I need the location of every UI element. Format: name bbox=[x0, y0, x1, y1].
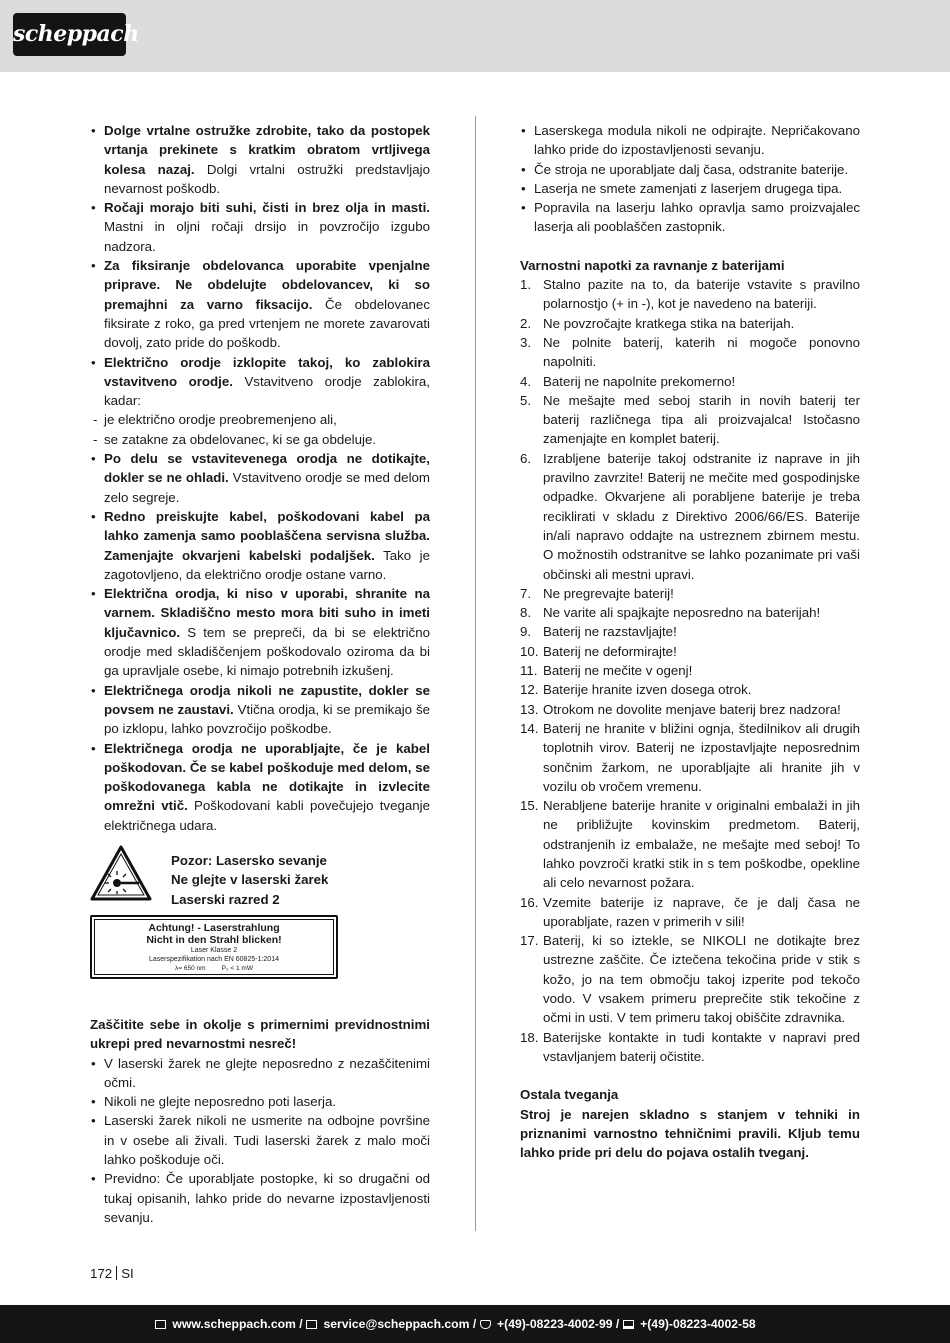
safety-bullet-list bbox=[90, 121, 430, 410]
list-item: • Previdno: Če uporabljate postopke, ki so drugačni od tukaj opisanih, lahko pride do nevarne izpostavljenosti sevanju. bbox=[90, 1169, 430, 1227]
list-item: • Dolge vrtalne ostružke zdrobite, tako da postopek vrtanja prekinete s kratkim obratom vrtljivega kolesa nazaj. Dolgi vrtalni ostružki predstavljajo nevarnost poškodb. bbox=[90, 121, 430, 198]
list-item: • Električnega orodja nikoli ne zapustite, dokler se povsem ne zaustavi. Vtična orodja, ki se premikajo še po izklopu, lahko povzročijo poškodbe. bbox=[90, 681, 430, 739]
list-item: 1. Stalno pazite na to, da baterije vstavite s pravilno polarnostjo (+ in -), kot je navedeno na bateriji. bbox=[520, 277, 860, 312]
battery-list bbox=[520, 275, 860, 1066]
list-item: 12. Baterije hranite izven dosega otrok. bbox=[520, 682, 752, 698]
list-item: 2. Ne povzročajte kratkega stika na baterijah. bbox=[520, 315, 795, 331]
list-item: 14. Baterij ne hranite v bližini ognja, štedilnikov ali drugih toplotnih virov. Baterij ne izpostavljajte neposrednim sončnim žarkom, ne uporabljajte ali hranite jih v vozilu ob vročem vremenu. bbox=[520, 720, 860, 794]
fax-number: +(49)-08223-4002-58 bbox=[640, 1317, 756, 1331]
list-item: • V laserski žarek ne glejte neposredno z nezaščitenimi očmi. bbox=[90, 1054, 430, 1093]
column-divider bbox=[475, 116, 476, 1231]
list-item: • Za fiksiranje obdelovanca uporabite vpenjalne priprave. Ne obdelujte obdelovancev, ki so premajhni za varno fiksacijo. Če obdelovanec fiksirate z roko, ga pred vrtenjem ne morete zavarovati dovolj, zato pride do poškodb. bbox=[90, 256, 430, 352]
protect-heading: Zaščitite sebe in okolje s primernimi previdnostnimi ukrepi pred nevarnostmi nesreč! bbox=[90, 1016, 430, 1052]
list-item: • Laserski žarek nikoli ne usmerite na odbojne površine in v osebe ali živali. Tudi laserski žarek z malo moči lahko poškoduje oči. bbox=[90, 1111, 430, 1169]
right-column bbox=[520, 121, 860, 1162]
phone-icon bbox=[480, 1320, 491, 1329]
list-item: 6. Izrabljene baterije takoj odstranite iz naprave in jih pravilno zavrzite! Baterij ne mečite med gospodinjske odpadke. Okvarjene ali porabljene baterije je treba reciklirati v skladu z Direktivo 2006/66/ES. Baterije in/ali napravo oddajte na ustreznem zbirnem mestu. O možnostih odstranitve se lahko pozanimate pri vaši občinski ali mestni upravi. bbox=[520, 450, 860, 582]
list-item: 18. Baterijske kontakte in tudi kontakte v napravi pred vstavljanjem baterij očistite. bbox=[520, 1029, 860, 1064]
list-item: 5. Ne mešajte med seboj starih in novih baterij ter baterij različnega tipa ali proizvajalca! Istočasno zamenjajte en komplet baterij. bbox=[520, 392, 860, 447]
laser-warning-block bbox=[90, 845, 430, 1015]
laser-warning-text: Pozor: Lasersko sevanje Ne glejte v laserski žarek Laserski razred 2 bbox=[171, 852, 329, 907]
list-item: • Nikoli ne glejte neposredno poti laserja. bbox=[90, 1092, 430, 1111]
mail-icon bbox=[306, 1320, 317, 1329]
list-item: • Če stroja ne uporabljate dalj časa, odstranite baterije. bbox=[520, 160, 860, 179]
list-item: 16. Vzemite baterije iz naprave, če je dalj časa ne uporabljate, razen v primerih v sili! bbox=[520, 894, 860, 929]
list-item: • Električna orodja, ki niso v uporabi, shranite na varnem. Skladiščno mesto mora biti suho in imeti ključavnico. S tem se prepreči, da bi se električno orodje med skladiščenjem poškodovalo oziroma da bi ga upravljale osebe, ki nimajo potrebnih izkušenj. bbox=[90, 584, 430, 680]
website-link[interactable]: www.scheppach.com / bbox=[172, 1317, 303, 1331]
left-column bbox=[90, 121, 430, 1227]
phone-number: +(49)-08223-4002-99 / bbox=[497, 1317, 620, 1331]
list-item: • Električnega orodja ne uporabljajte, če je kabel poškodovan. Če se kabel poškoduje med delom, se poškodovanega kabla ne dotikajte in izvlecite omrežni vtič. Poškodovani kabli povečujejo tveganje električnega udara. bbox=[90, 739, 430, 835]
footer-band bbox=[0, 1305, 950, 1343]
list-item: • Redno preiskujte kabel, poškodovani kabel pa lahko zamenja samo pooblaščena servisna služba. Zamenjajte okvarjeni kabelski podaljšek. Tako je zagotovljeno, da električno orodje ostane varno. bbox=[90, 507, 430, 584]
list-item: 9. Baterij ne razstavljajte! bbox=[520, 624, 677, 640]
list-item: 11. Baterij ne mečite v ogenj! bbox=[520, 663, 693, 679]
laser-class-label: Achtung! - Laserstrahlung Nicht in den Strahl blicken! Laser Klasse 2 Laserspezifikation nach EN 60825-1:2014 λ= 650 nm P₀ < 1 mW bbox=[90, 915, 338, 979]
list-item: • Po delu se vstavitevenega orodja ne dotikajte, dokler se ne ohladi. Vstavitveno orodje se med delom zelo segreje. bbox=[90, 449, 430, 507]
list-item: • Popravila na laserju lahko opravlja samo proizvajalec laserja ali pooblaščen zastopnik. bbox=[520, 198, 860, 237]
list-item: • Laserskega modula nikoli ne odpirajte. Nepričakovano lahko pride do izpostavljenosti sevanju. bbox=[520, 121, 860, 160]
list-item: 10. Baterij ne deformirajte! bbox=[520, 643, 677, 659]
list-item: 13. Otrokom ne dovolite menjave baterij brez nadzora! bbox=[520, 701, 841, 717]
list-item: 15. Nerabljene baterije hranite v originalni embalaži in jih ne približujte kovinskim predmetom. Baterij, odstranjenih iz embalaže, ne mešajte med seboj! To lahko povzroči kratki stik in s tem poškodbe, opekline ali celo nevarnost požara. bbox=[520, 798, 860, 891]
risk-heading: Ostala tveganja bbox=[520, 1087, 619, 1103]
email-link[interactable]: service@scheppach.com / bbox=[323, 1317, 477, 1331]
list-item: - je električno orodje preobremenjeno ali, bbox=[90, 410, 430, 429]
page-number: 172 SI bbox=[90, 1266, 134, 1281]
dash-list bbox=[90, 410, 430, 449]
list-item: • Ročaji morajo biti suhi, čisti in brez olja in masti. Mastni in oljni ročaji drsijo in povzročijo izgubo nadzora. bbox=[90, 198, 430, 256]
computer-icon bbox=[155, 1320, 166, 1329]
footer-contacts bbox=[155, 1305, 756, 1343]
battery-heading: Varnostni napotki za ravnanje z baterijami bbox=[520, 257, 785, 273]
list-item: • Laserja ne smete zamenjati z laserjem drugega tipa. bbox=[520, 179, 860, 198]
laser-warning-icon bbox=[90, 845, 152, 901]
risk-text: Stroj je narejen skladno s stanjem v tehniki in priznanimi varnostno tehničnimi pravili. Kljub temu lahko pride pri delu do pojava ostalih tveganj. bbox=[520, 1106, 860, 1161]
list-item: 3. Ne polnite baterij, katerih ni mogoče ponovno napolniti. bbox=[520, 334, 860, 370]
fax-icon bbox=[623, 1320, 634, 1329]
laser-bullet-list bbox=[520, 121, 860, 237]
safety-bullet-list-2 bbox=[90, 449, 430, 835]
list-item: 8. Ne varite ali spajkajte neposredno na baterijah! bbox=[520, 605, 821, 621]
protect-list bbox=[90, 1054, 430, 1228]
header-band bbox=[0, 0, 950, 72]
list-item: 4. Baterij ne napolnite prekomerno! bbox=[520, 373, 736, 389]
list-item: 7. Ne pregrevajte baterij! bbox=[520, 585, 674, 601]
list-item: 17. Baterij, ki so iztekle, se NIKOLI ne dotikajte brez ustrezne zaščite. Če iztečena tekočina pride v stik s kožo, jo na tem območju takoj izperite pod tekočo vodo. V vsakem primeru preprečite stik tekočine z očmi in usti. V tem primeru takoj obiščite zdravnika. bbox=[520, 933, 860, 1026]
list-item: - se zatakne za obdelovanec, ki se ga obdeluje. bbox=[90, 430, 430, 449]
scheppach-logo: scheppach bbox=[13, 13, 126, 56]
list-item: • Električno orodje izklopite takoj, ko zablokira vstavitveno orodje. Vstavitveno orodje zablokira, kadar: bbox=[90, 353, 430, 411]
